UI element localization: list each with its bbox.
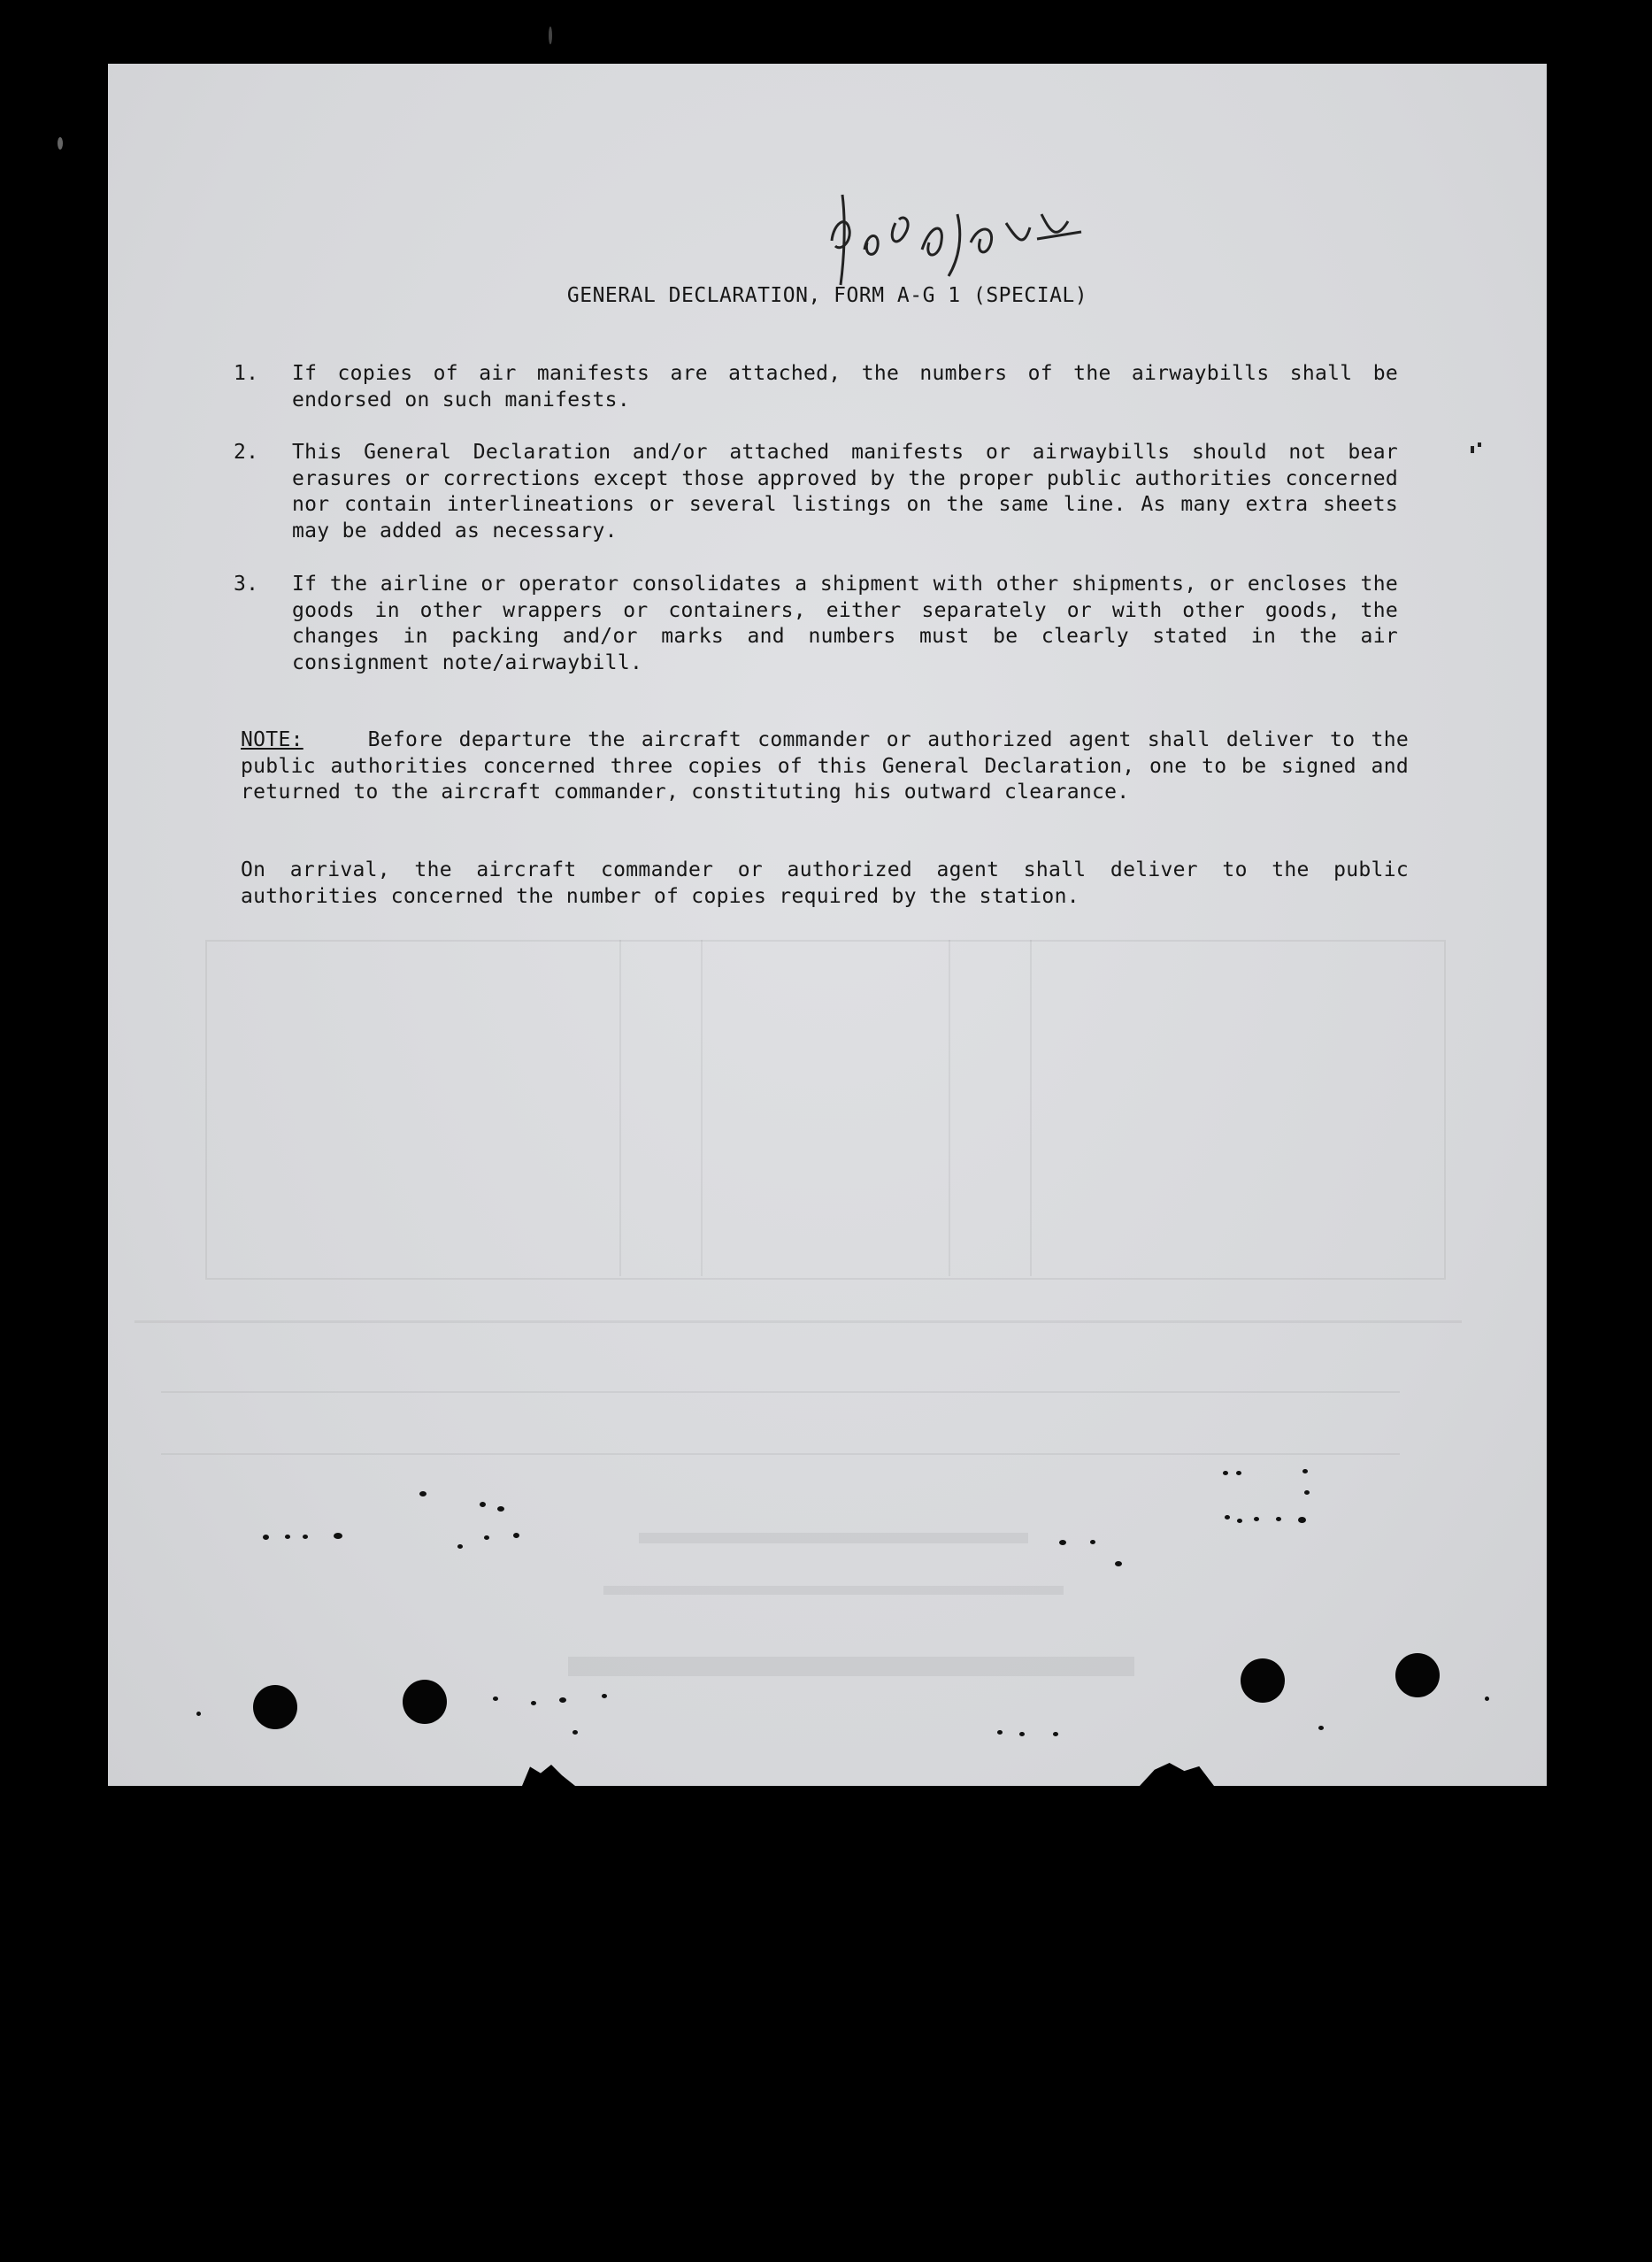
speck — [1225, 1515, 1230, 1520]
punch-hole — [403, 1680, 447, 1724]
scan-mark — [58, 137, 63, 150]
punch-hole — [253, 1685, 297, 1729]
speck — [303, 1535, 308, 1539]
speck — [531, 1701, 536, 1705]
speck — [484, 1535, 489, 1540]
item-number: 1. — [234, 362, 259, 385]
speck — [419, 1491, 426, 1496]
speck — [1304, 1490, 1310, 1495]
item-number: 3. — [234, 573, 259, 596]
speck — [480, 1502, 486, 1507]
note-label: NOTE: — [241, 728, 304, 751]
speck — [1237, 1519, 1242, 1523]
speck — [1302, 1469, 1308, 1473]
item-text: This General Declaration and/or attached manifests or airwaybills should not bear erasures or corrections except those approved by the proper public authorities concerned nor contain interlineations or several listings on the same line. As many extra sheets may be added as necessary. — [292, 441, 1398, 542]
speck — [1276, 1517, 1281, 1521]
speck — [1115, 1561, 1122, 1566]
punch-hole — [1241, 1658, 1285, 1703]
speck — [196, 1712, 201, 1716]
speck — [334, 1533, 342, 1539]
page-title: GENERAL DECLARATION, FORM A-G 1 (SPECIAL) — [566, 284, 1088, 307]
note-text: Before departure the aircraft commander or authorized agent shall deliver to the public authorities concerned three copies of this General Declaration, one to be signed and returned to the aircraft commander, constituting his outward clearance. — [241, 728, 1409, 804]
speck — [457, 1544, 463, 1549]
speck — [572, 1730, 578, 1735]
item-number: 2. — [234, 441, 259, 464]
speck — [1298, 1517, 1306, 1523]
item-text: If the airline or operator consolidates a shipment with other shipments, or encloses the goods in other wrappers or containers, either separately or with other goods, the changes in packing and/or marks and numbers must be clearly stated in the air consignment note/airwaybill. — [292, 573, 1398, 674]
speck — [1236, 1471, 1241, 1475]
document-text — [108, 64, 1547, 1786]
speck — [263, 1535, 269, 1540]
speck — [497, 1506, 504, 1512]
speck — [1059, 1540, 1066, 1545]
speck — [1223, 1471, 1228, 1475]
speck — [493, 1696, 498, 1701]
speck — [285, 1535, 290, 1539]
speck — [513, 1533, 519, 1538]
departure-note — [241, 727, 1409, 806]
speck — [559, 1697, 566, 1703]
document-page — [108, 64, 1547, 1786]
scan-mark — [549, 27, 552, 44]
speck — [1318, 1726, 1324, 1730]
speck — [602, 1694, 607, 1698]
arrival-note: On arrival, the aircraft commander or authorized agent shall deliver to the public authorities concerned the number of copies required by the station. — [241, 858, 1409, 908]
speck — [1485, 1696, 1489, 1701]
item-text: If copies of air manifests are attached, the numbers of the airwaybills shall be endorsed on such manifests. — [292, 362, 1398, 412]
speck — [997, 1730, 1003, 1735]
speck — [1090, 1540, 1095, 1544]
speck — [1053, 1732, 1058, 1736]
speck — [1019, 1732, 1025, 1736]
edge-mark — [1471, 446, 1474, 453]
edge-mark — [1478, 442, 1481, 447]
punch-hole — [1395, 1653, 1440, 1697]
speck — [1254, 1517, 1259, 1521]
